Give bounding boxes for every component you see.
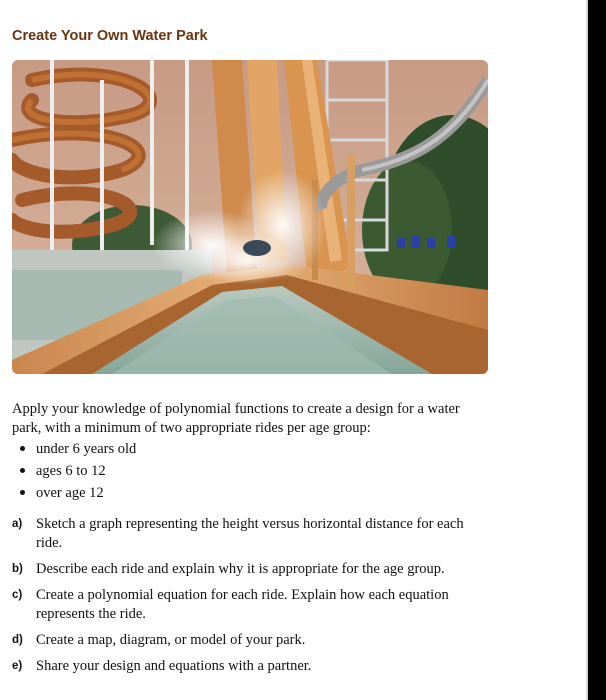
task-list bbox=[12, 515, 477, 676]
task-item bbox=[12, 586, 477, 624]
age-group-list bbox=[18, 438, 136, 504]
age-group-item: under 6 years old bbox=[18, 438, 136, 460]
task-label: c) bbox=[12, 589, 23, 601]
water-slide-photo bbox=[12, 60, 488, 374]
task-item bbox=[12, 631, 477, 650]
task-text: Sketch a graph representing the height versus horizontal distance for each ride. bbox=[36, 516, 464, 551]
age-group-item: over age 12 bbox=[18, 482, 136, 504]
task-item bbox=[12, 657, 477, 676]
age-group-item: ages 6 to 12 bbox=[18, 460, 136, 482]
task-text: Share your design and equations with a partner. bbox=[36, 658, 312, 674]
task-label: b) bbox=[12, 563, 23, 575]
task-text: Create a polynomial equation for each ride. Explain how each equation represents the ride. bbox=[36, 587, 449, 622]
task-item bbox=[12, 515, 477, 553]
task-text: Describe each ride and explain why it is appropriate for the age group. bbox=[36, 561, 445, 577]
task-text: Create a map, diagram, or model of your park. bbox=[36, 632, 306, 648]
task-item bbox=[12, 560, 477, 579]
page-title: Create Your Own Water Park bbox=[12, 28, 208, 44]
task-label: a) bbox=[12, 518, 23, 530]
task-label: d) bbox=[12, 634, 23, 646]
task-label: e) bbox=[12, 660, 23, 672]
intro-paragraph: Apply your knowledge of polynomial functions to create a design for a water park, with a minimum of two appropriate rides per age group: bbox=[12, 401, 460, 436]
